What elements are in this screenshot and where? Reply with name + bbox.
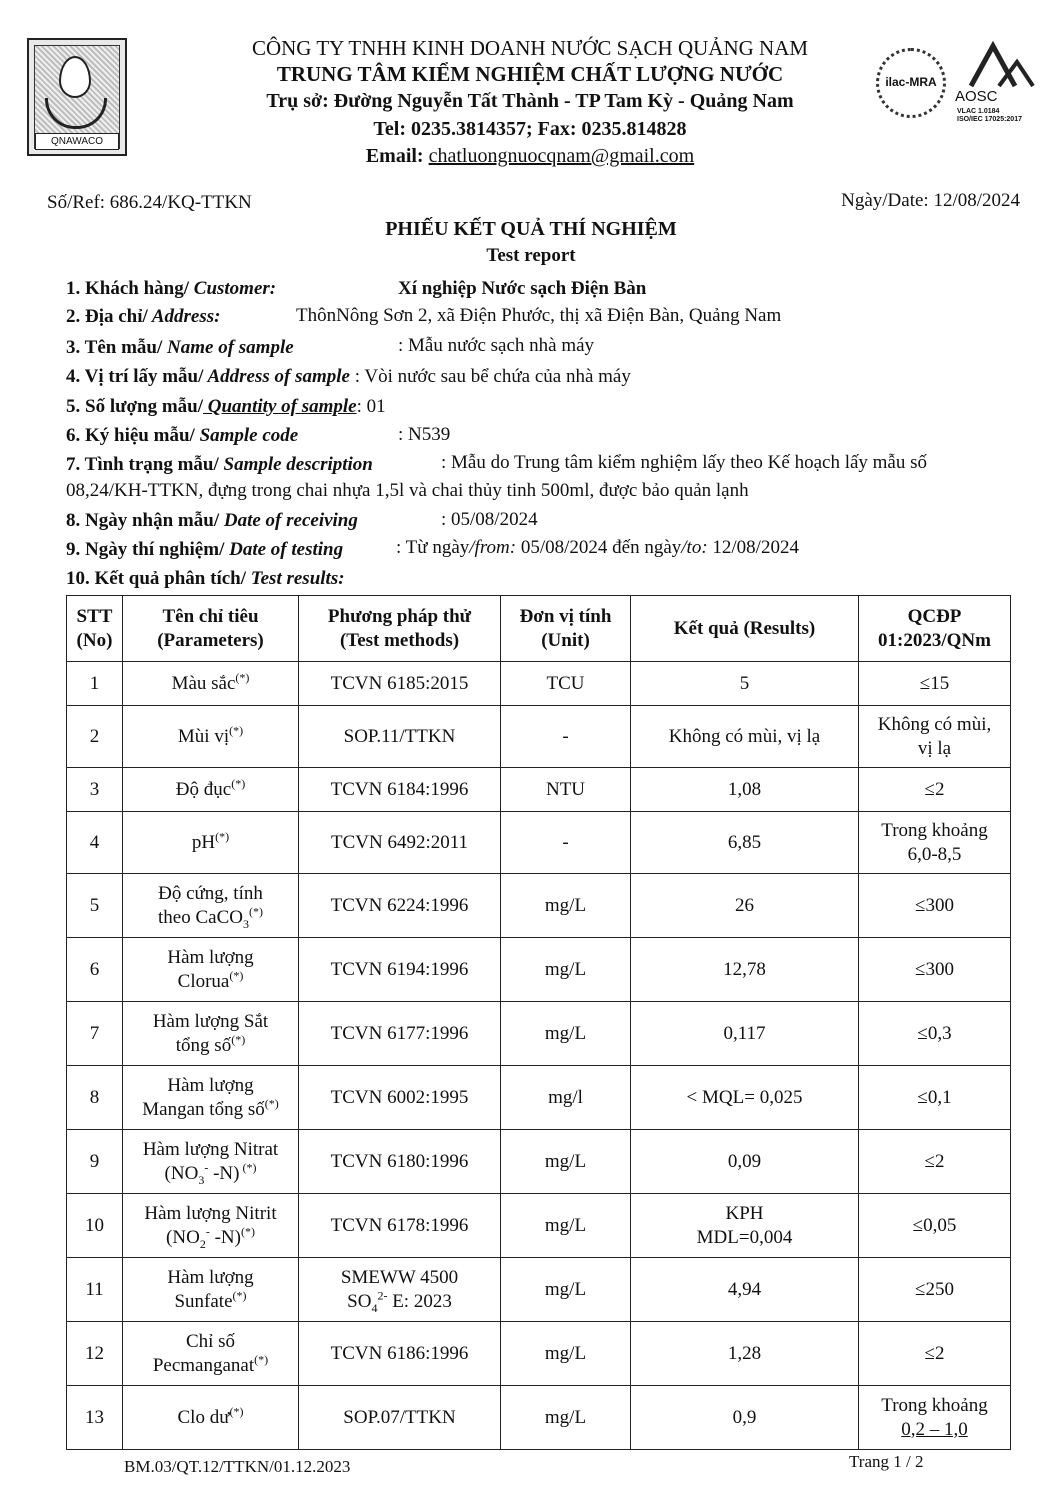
param-sub: 3 [198,1172,205,1187]
header-param-1: Tên chỉ tiêu [162,605,259,627]
cell-method: TCVN 6492:2011 [299,812,501,874]
table-row [67,768,1011,812]
cell-result: < MQL= 0,025 [631,1066,859,1130]
header-no-2: (No) [76,629,113,651]
table-row [67,1002,1011,1066]
header-no [67,596,123,662]
ilac-logo-text: ilac-MRA [885,75,937,89]
cell-no: 3 [67,768,123,812]
quantity-value: : 01 [356,396,386,417]
code-value: : N539 [398,424,451,445]
param-text-2: theo CaCO [158,906,243,928]
param-note: (*) [229,1404,244,1419]
cell-standard: ≤300 [859,938,1011,1002]
cell-unit: mg/L [501,1386,631,1450]
table-row [67,1130,1011,1194]
cell-method: TCVN 6184:1996 [299,768,501,812]
company-address: Trụ sở: Đường Nguyễn Tất Thành - TP Tam Kỳ - Quảng Nam [266,90,794,112]
cell-no: 9 [67,1130,123,1194]
cell-result: 0,9 [631,1386,859,1450]
param-text-2: (NO [166,1226,200,1248]
testing-label: 9. Ngày thí nghiệm/ [66,539,225,560]
sample-name-value: : Mẫu nước sạch nhà máy [398,335,595,356]
method-line-2: SO [347,1290,372,1312]
param-text-2: Clorua [177,970,230,992]
company-email-line [150,145,910,168]
cell-no: 12 [67,1322,123,1386]
testing-from-to: 05/08/2024 đến ngày [516,537,682,558]
cell-standard: ≤0,05 [859,1194,1011,1258]
cell-result: 12,78 [631,938,859,1002]
param-text: Màu sắc [171,672,236,694]
std-line-2: vị lạ [917,737,952,759]
received-label: 8. Ngày nhận mẫu/ [66,510,220,531]
aosc-sub-1: VLAC 1.0184 [957,108,1000,115]
cell-no: 10 [67,1194,123,1258]
logo-label: QNAWACO [35,133,119,150]
qnawaco-logo [27,38,127,156]
param-text-2: Pecmanganat [152,1354,255,1376]
cell-no: 7 [67,1002,123,1066]
condition-label: 7. Tình trạng mẫu/ [66,454,219,475]
param-note: (*) [215,829,230,844]
received-label-en: Date of receiving [219,510,358,531]
header-param-2: (Parameters) [157,629,264,651]
header-method-1: Phương pháp thử [327,605,472,627]
param-text-2: Sunfate [174,1290,233,1312]
cell-no: 11 [67,1258,123,1322]
cell-parameter [123,1130,299,1194]
cell-unit: TCU [501,662,631,706]
header-unit [501,596,631,662]
cell-unit: mg/L [501,1258,631,1322]
header-unit-2: (Unit) [541,629,590,651]
cell-method: SOP.07/TTKN [299,1386,501,1450]
param-text: Chỉ số [185,1330,236,1352]
cell-unit: mg/L [501,874,631,938]
cell-parameter [123,938,299,1002]
method-line-2b: E: 2023 [387,1290,452,1312]
cell-standard: ≤0,1 [859,1066,1011,1130]
cell-parameter [123,1194,299,1258]
cell-unit: mg/L [501,938,631,1002]
results-table [66,595,1011,1450]
param-text: Mùi vị [177,725,230,747]
sample-location-value: : Vòi nước sau bể chứa của nhà máy [354,366,631,387]
cell-parameter [123,812,299,874]
method-sup: 2- [377,1288,388,1303]
aosc-logo-text: AOSC [955,88,998,105]
param-sub: 3 [242,916,249,931]
testing-to-en: /to: [681,537,708,558]
method-sub: 4 [371,1300,378,1315]
cell-method: TCVN 6186:1996 [299,1322,501,1386]
cell-unit: mg/L [501,1130,631,1194]
cell-result: 1,28 [631,1322,859,1386]
param-text: Hàm lượng Nitrit [144,1202,277,1224]
cell-standard [859,812,1011,874]
header-no-1: STT [76,605,113,627]
form-code: BM.03/QT.12/TTKN/01.12.2023 [124,1457,351,1476]
param-text-2: (NO [164,1162,199,1184]
cell-standard: ≤0,3 [859,1002,1011,1066]
param-text: pH [191,831,216,853]
cell-standard: ≤300 [859,874,1011,938]
table-row [67,938,1011,1002]
received-value: : 05/08/2024 [441,509,538,530]
condition-line [66,454,373,476]
table-row [67,1322,1011,1386]
std-line-1: Trong khoảng [881,1394,988,1416]
sample-location-line [66,366,631,388]
report-title: PHIẾU KẾT QUẢ THÍ NGHIỆM [385,218,677,240]
param-note: (*) [248,904,263,919]
table-row [67,1066,1011,1130]
page-number: Trang 1 / 2 [849,1452,924,1471]
code-label-en: Sample code [194,425,299,446]
header-method-2: (Test methods) [339,629,460,651]
aosc-mark-icon [955,40,1037,90]
header-std-1: QCĐP [907,605,962,627]
table-row [67,706,1011,768]
result-line-2: MDL=0,004 [696,1226,793,1248]
cell-parameter [123,706,299,768]
company-phone: Tel: 0235.3814357; Fax: 0235.814828 [373,118,687,140]
code-line [66,425,298,447]
company-name: CÔNG TY TNHH KINH DOANH NƯỚC SẠCH QUẢNG NAM [251,36,809,60]
cell-no: 5 [67,874,123,938]
method-line-1: SMEWW 4500 [340,1266,459,1288]
table-row [67,1258,1011,1322]
testing-from-label: : Từ ngày [396,537,470,558]
cell-parameter [123,1066,299,1130]
cell-result: 4,94 [631,1258,859,1322]
param-note: (*) [232,1288,247,1303]
param-note: (*) [229,968,244,983]
param-text: Hàm lượng [167,946,254,968]
sample-name-line [66,337,294,359]
std-line-2: 0,2 – 1,0 [901,1418,968,1440]
condition-value-2: 08,24/KH-TTKN, đựng trong chai nhựa 1,5l và chai thủy tinh 500ml, được bảo quản lạnh [66,480,749,501]
table-row [67,874,1011,938]
customer-value: Xí nghiệp Nước sạch Điện Bàn [398,278,647,299]
cell-unit: mg/L [501,1194,631,1258]
cell-result: Không có mùi, vị lạ [631,706,859,768]
address-label: 2. Địa chỉ/ [66,306,148,327]
quantity-label: 5. Số lượng mẫu/ [66,396,204,417]
cell-no: 6 [67,938,123,1002]
cell-method: TCVN 6194:1996 [299,938,501,1002]
cell-method: TCVN 6177:1996 [299,1002,501,1066]
sample-name-label-en: Name of sample [162,337,294,358]
email-label: Email: [365,145,429,167]
header-result: Kết quả (Results) [631,596,859,662]
cell-no: 1 [67,662,123,706]
cell-standard [859,1386,1011,1450]
aosc-logo [955,40,1037,130]
cell-method: TCVN 6224:1996 [299,874,501,938]
address-line [66,306,220,328]
param-sub: 2 [199,1236,206,1251]
param-text: Hàm lượng Sắt [152,1010,269,1032]
cell-parameter [123,1258,299,1322]
cell-no: 8 [67,1066,123,1130]
header-std-2: 01:2023/QNm [878,629,991,651]
email-link[interactable]: chatluongnuocqnam@gmail.com [428,145,695,167]
report-ref: Số/Ref: 686.24/KQ-TTKN [47,192,252,213]
table-row [67,1194,1011,1258]
cell-unit: mg/L [501,1322,631,1386]
cell-parameter [123,768,299,812]
param-note: (*) [231,776,246,791]
table-row [67,812,1011,874]
cell-standard: ≤15 [859,662,1011,706]
cell-unit: mg/l [501,1066,631,1130]
cell-parameter [123,1322,299,1386]
results-line [66,568,345,590]
customer-value-wrap [398,278,646,300]
cell-standard: ≤2 [859,1130,1011,1194]
aosc-logo-subtext [957,108,1022,124]
cell-method: TCVN 6185:2015 [299,662,501,706]
param-note: (*) [231,1032,246,1047]
testing-from-en: /from: [469,537,517,558]
aosc-sub-2: ISO/IEC 17025:2017 [957,116,1022,123]
condition-value-1: : Mẫu do Trung tâm kiểm nghiệm lấy theo Kế hoạch lấy mẫu số [441,452,928,473]
param-note: (*) [264,1096,279,1111]
param-note: (*) [240,1224,255,1239]
cell-parameter [123,1002,299,1066]
cell-result: 5 [631,662,859,706]
sample-location-label-en: Address of sample [203,366,350,387]
results-label: 10. Kết quả phân tích/ [66,568,247,589]
ilac-mra-logo [876,48,946,118]
param-text: Hàm lượng Nitrat [142,1138,279,1160]
std-line-1: Không có mùi, [877,713,992,735]
cell-result: 6,85 [631,812,859,874]
cell-method: SOP.11/TTKN [299,706,501,768]
address-value: ThônNông Sơn 2, xã Điện Phước, thị xã Điện Bàn, Quảng Nam [296,305,782,326]
customer-label-en: Customer: [189,278,277,299]
param-text: Hàm lượng [167,1074,254,1096]
param-ion: - [204,1160,209,1175]
cell-unit: mg/L [501,1002,631,1066]
cell-standard: ≤2 [859,1322,1011,1386]
testing-label-en: Date of testing [224,539,344,560]
cell-no: 13 [67,1386,123,1450]
header-unit-1: Đơn vị tính [519,605,612,627]
testing-value [396,537,799,559]
cell-result [631,1194,859,1258]
cell-unit: NTU [501,768,631,812]
param-ion: - [205,1224,210,1239]
cell-standard [859,706,1011,768]
cell-result: 1,08 [631,768,859,812]
received-line [66,510,358,532]
header-standard [859,596,1011,662]
cell-parameter [123,662,299,706]
cell-result: 0,09 [631,1130,859,1194]
result-line-1: KPH [725,1202,764,1224]
param-text-2: Mangan tổng số [142,1098,265,1120]
param-text-3: -N) [208,1162,240,1184]
param-note: (*) [235,670,250,685]
header-method [299,596,501,662]
cell-no: 4 [67,812,123,874]
report-date: Ngày/Date: 12/08/2024 [841,190,1020,211]
water-drop-icon [59,56,91,98]
cell-result: 26 [631,874,859,938]
header-parameter [123,596,299,662]
cell-method: TCVN 6178:1996 [299,1194,501,1258]
customer-label: 1. Khách hàng/ [66,278,190,299]
center-name: TRUNG TÂM KIỂM NGHIỆM CHẤT LƯỢNG NƯỚC [276,62,784,86]
param-text: Độ cứng, tính [158,882,263,904]
cell-parameter [123,1386,299,1450]
testing-to-date: 12/08/2024 [707,537,799,558]
condition-label-en: Sample description [218,454,373,475]
param-text: Clo dư [177,1406,230,1428]
cell-method: TCVN 6002:1995 [299,1066,501,1130]
cell-method [299,1258,501,1322]
testing-line [66,539,343,561]
std-line-2: 6,0-8,5 [907,843,962,865]
cell-unit: - [501,706,631,768]
param-text: Hàm lượng [167,1266,254,1288]
address-label-en: Address: [147,306,221,327]
param-text: Độ đục [175,778,232,800]
report-subtitle: Test report [486,245,576,266]
param-note: (*) [239,1160,257,1175]
cell-result: 0,117 [631,1002,859,1066]
table-row [67,1386,1011,1450]
param-text-2: tổng số [175,1034,232,1056]
cell-standard: ≤250 [859,1258,1011,1322]
code-label: 6. Ký hiệu mẫu/ [66,425,195,446]
cell-standard: ≤2 [859,768,1011,812]
param-text-3: -N) [209,1226,241,1248]
cell-method: TCVN 6180:1996 [299,1130,501,1194]
param-note: (*) [229,723,244,738]
customer-line [66,278,276,300]
sample-name-label: 3. Tên mẫu/ [66,337,163,358]
cell-parameter [123,874,299,938]
cell-unit: - [501,812,631,874]
sample-location-label: 4. Vị trí lấy mẫu/ [66,366,204,387]
quantity-label-en: Quantity of sample [203,396,357,417]
table-row [67,662,1011,706]
quantity-line [66,396,386,418]
std-line-1: Trong khoảng [881,819,988,841]
table-header-row [67,596,1011,662]
results-label-en: Test results: [246,568,345,589]
param-note: (*) [254,1352,269,1367]
cell-no: 2 [67,706,123,768]
